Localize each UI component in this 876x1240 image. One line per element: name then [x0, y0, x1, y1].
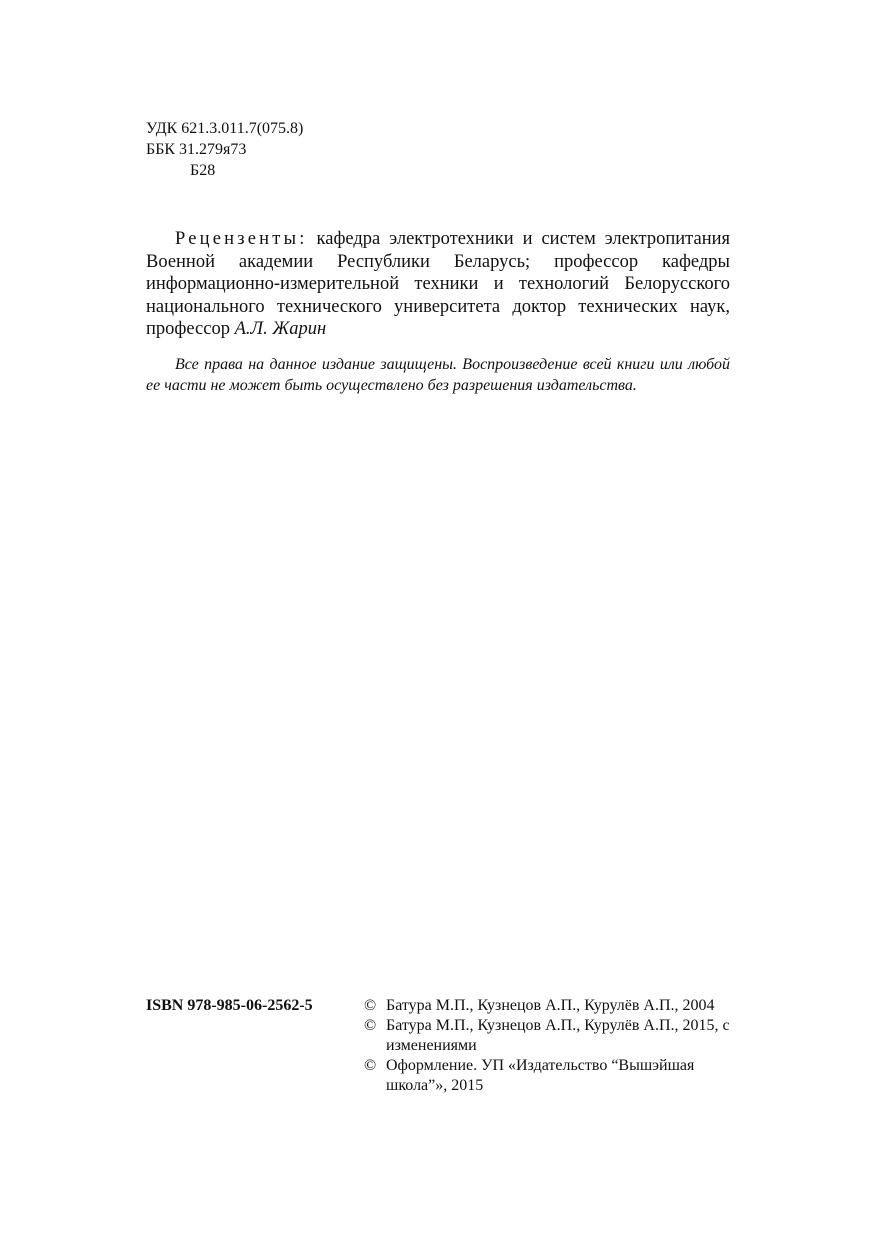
- bbk-code: ББК 31.279я73: [146, 141, 247, 158]
- isbn-number: ISBN 978-985-06-2562-5: [146, 997, 313, 1014]
- rights-notice: Все права на данное издание защищены. Воспроизведение всей книги или любой ее части не может быть осуществлено без разрешения издательства.: [146, 356, 730, 394]
- copyright-list: [364, 996, 734, 1096]
- copyright-text: Батура М.П., Кузнецов А.П., Курулёв А.П., 2004: [386, 997, 715, 1014]
- copyright-sign: ©: [364, 1017, 377, 1034]
- copyright-text: Батура М.П., Кузнецов А.П., Курулёв А.П., 2015, с изменениями: [386, 1017, 730, 1054]
- reviewer-name: А.Л. Жарин: [234, 319, 327, 339]
- copyright-sign: ©: [364, 1057, 377, 1074]
- reviewers-text: кафедра электротехники и систем электропитания Военной академии Республики Беларусь; профессор кафедры информационно-измерительной техники и технологий Белорусского национального технического университета доктор технических наук, профессор: [146, 229, 730, 339]
- copyright-text: Оформление. УП «Издательство “Вышэйшая школа”», 2015: [386, 1057, 695, 1094]
- copyright-entry: [364, 1016, 734, 1056]
- reviewers-paragraph: [146, 228, 730, 341]
- copyright-sign: ©: [364, 997, 377, 1014]
- copyright-entry: [364, 1056, 734, 1096]
- author-mark: Б28: [190, 162, 216, 179]
- classification-codes: [146, 118, 303, 181]
- udk-code: УДК 621.3.011.7(075.8): [146, 120, 304, 137]
- reviewers-label: Рецензенты:: [175, 229, 308, 249]
- copyright-entry: [364, 996, 734, 1016]
